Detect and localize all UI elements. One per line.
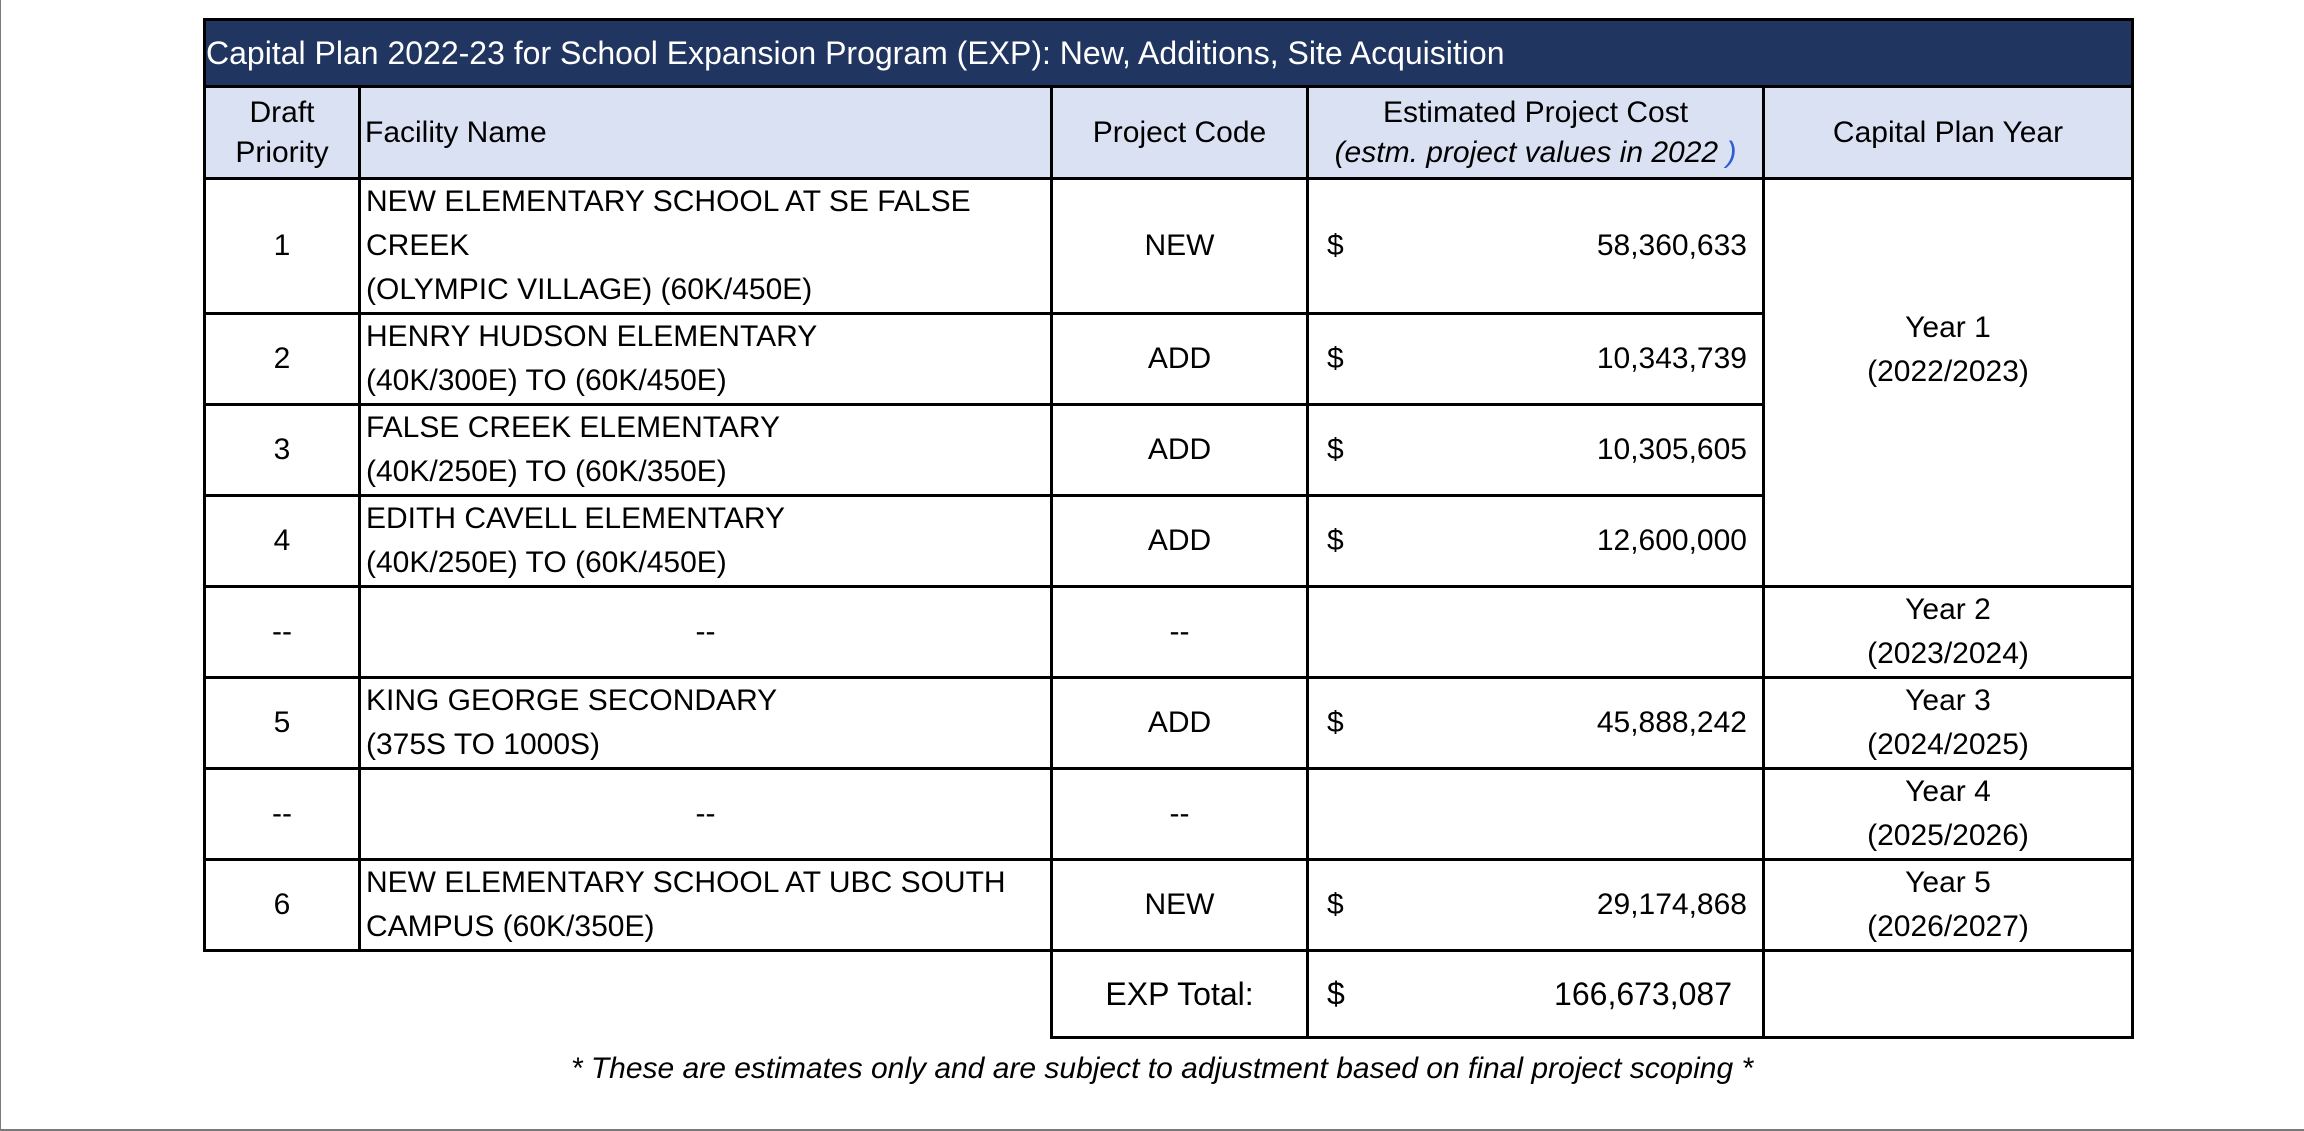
cost-value: 58,360,633 bbox=[1596, 229, 1747, 262]
table-row bbox=[205, 769, 2133, 860]
cost-cell bbox=[1308, 405, 1764, 496]
facility-line: NEW ELEMENTARY SCHOOL AT SE FALSE CREEK bbox=[366, 185, 971, 262]
table-title-row bbox=[205, 20, 2133, 87]
facility-line: (40K/250E) TO (60K/450E) bbox=[366, 546, 727, 579]
priority-cell: 4 bbox=[205, 496, 360, 587]
cost-cell bbox=[1308, 179, 1764, 314]
priority-cell: -- bbox=[205, 769, 360, 860]
cost-value: 29,174,868 bbox=[1596, 888, 1747, 921]
facility-line: (OLYMPIC VILLAGE) (60K/450E) bbox=[366, 273, 813, 306]
year-label: Year 1 bbox=[1905, 311, 1991, 344]
year-label: Year 5 bbox=[1905, 866, 1991, 899]
cost-cell bbox=[1308, 314, 1764, 405]
total-row bbox=[205, 951, 2133, 1038]
project-code-cell: NEW bbox=[1052, 179, 1308, 314]
header-cost-note bbox=[1309, 133, 1762, 173]
currency-symbol: $ bbox=[1327, 433, 1344, 466]
priority-cell: -- bbox=[205, 587, 360, 678]
priority-cell: 1 bbox=[205, 179, 360, 314]
currency-symbol: $ bbox=[1327, 524, 1344, 557]
year-label: Year 3 bbox=[1905, 684, 1991, 717]
header-capital-plan-year: Capital Plan Year bbox=[1764, 87, 2133, 179]
cost-value: 12,600,000 bbox=[1596, 524, 1747, 557]
facility-cell bbox=[360, 496, 1052, 587]
year-label: Year 4 bbox=[1905, 775, 1991, 808]
project-code-cell: -- bbox=[1052, 769, 1308, 860]
facility-line: HENRY HUDSON ELEMENTARY bbox=[366, 320, 818, 353]
facility-line: (375S TO 1000S) bbox=[366, 728, 601, 761]
priority-cell: 3 bbox=[205, 405, 360, 496]
currency-symbol: $ bbox=[1327, 888, 1344, 921]
total-label: EXP Total: bbox=[1052, 951, 1308, 1038]
facility-cell bbox=[360, 314, 1052, 405]
facility-line: (40K/300E) TO (60K/450E) bbox=[366, 364, 727, 397]
facility-cell bbox=[360, 860, 1052, 951]
year-range: (2026/2027) bbox=[1867, 910, 2029, 943]
header-cost-note-paren: ) bbox=[1726, 135, 1737, 169]
year-cell bbox=[1764, 769, 2133, 860]
table-row bbox=[205, 678, 2133, 769]
year-cell bbox=[1764, 179, 2133, 587]
currency-symbol: $ bbox=[1327, 975, 1345, 1012]
currency-symbol: $ bbox=[1327, 229, 1344, 262]
project-code-cell: NEW bbox=[1052, 860, 1308, 951]
total-cost-cell bbox=[1308, 951, 1764, 1038]
year-range: (2024/2025) bbox=[1867, 728, 2029, 761]
project-code-cell: -- bbox=[1052, 587, 1308, 678]
total-value: 166,673,087 bbox=[1554, 975, 1732, 1012]
page-border-left bbox=[0, 0, 1, 1131]
year-cell bbox=[1764, 678, 2133, 769]
header-project-code: Project Code bbox=[1052, 87, 1308, 179]
cost-value: 10,343,739 bbox=[1596, 342, 1747, 375]
facility-cell bbox=[360, 678, 1052, 769]
capital-plan-table-container bbox=[203, 18, 2131, 1039]
cost-cell bbox=[1308, 496, 1764, 587]
table-header-row bbox=[205, 87, 2133, 179]
project-code-cell: ADD bbox=[1052, 314, 1308, 405]
year-label: Year 2 bbox=[1905, 593, 1991, 626]
facility-line: KING GEORGE SECONDARY bbox=[366, 684, 778, 717]
total-spacer bbox=[205, 951, 1052, 1038]
header-facility-name: Facility Name bbox=[360, 87, 1052, 179]
project-code-cell: ADD bbox=[1052, 496, 1308, 587]
currency-symbol: $ bbox=[1327, 706, 1344, 739]
year-range: (2023/2024) bbox=[1867, 637, 2029, 670]
currency-symbol: $ bbox=[1327, 342, 1344, 375]
cost-value: 45,888,242 bbox=[1596, 706, 1747, 739]
project-code-cell: ADD bbox=[1052, 405, 1308, 496]
total-year-blank bbox=[1764, 951, 2133, 1038]
priority-cell: 2 bbox=[205, 314, 360, 405]
header-estimated-cost bbox=[1308, 87, 1764, 179]
facility-line: EDITH CAVELL ELEMENTARY bbox=[366, 502, 786, 535]
facility-cell: -- bbox=[360, 769, 1052, 860]
facility-line: NEW ELEMENTARY SCHOOL AT UBC SOUTH bbox=[366, 866, 1006, 899]
facility-line: CAMPUS (60K/350E) bbox=[366, 910, 655, 943]
year-cell bbox=[1764, 860, 2133, 951]
priority-cell: 5 bbox=[205, 678, 360, 769]
year-range: (2025/2026) bbox=[1867, 819, 2029, 852]
cost-cell bbox=[1308, 860, 1764, 951]
cost-cell bbox=[1308, 587, 1764, 678]
header-cost-title: Estimated Project Cost bbox=[1382, 95, 1689, 129]
cost-value: 10,305,605 bbox=[1596, 433, 1747, 466]
facility-line: FALSE CREEK ELEMENTARY bbox=[366, 411, 781, 444]
table-row bbox=[205, 179, 2133, 314]
cost-cell bbox=[1308, 678, 1764, 769]
table-row bbox=[205, 860, 2133, 951]
header-cost-note-text: (estm. project values in 2022 bbox=[1334, 135, 1727, 169]
year-cell bbox=[1764, 587, 2133, 678]
facility-cell bbox=[360, 405, 1052, 496]
capital-plan-table bbox=[203, 18, 2134, 1039]
cost-cell bbox=[1308, 769, 1764, 860]
table-row bbox=[205, 587, 2133, 678]
facility-cell bbox=[360, 179, 1052, 314]
header-draft-priority: Draft Priority bbox=[205, 87, 360, 179]
priority-cell: 6 bbox=[205, 860, 360, 951]
table-title: Capital Plan 2022-23 for School Expansion Program (EXP): New, Additions, Site Acquisition bbox=[205, 20, 2133, 87]
project-code-cell: ADD bbox=[1052, 678, 1308, 769]
year-range: (2022/2023) bbox=[1867, 355, 2029, 388]
footnote: * These are estimates only and are subject to adjustment based on final project scoping * bbox=[570, 1052, 1754, 1085]
facility-cell: -- bbox=[360, 587, 1052, 678]
facility-line: (40K/250E) TO (60K/350E) bbox=[366, 455, 727, 488]
